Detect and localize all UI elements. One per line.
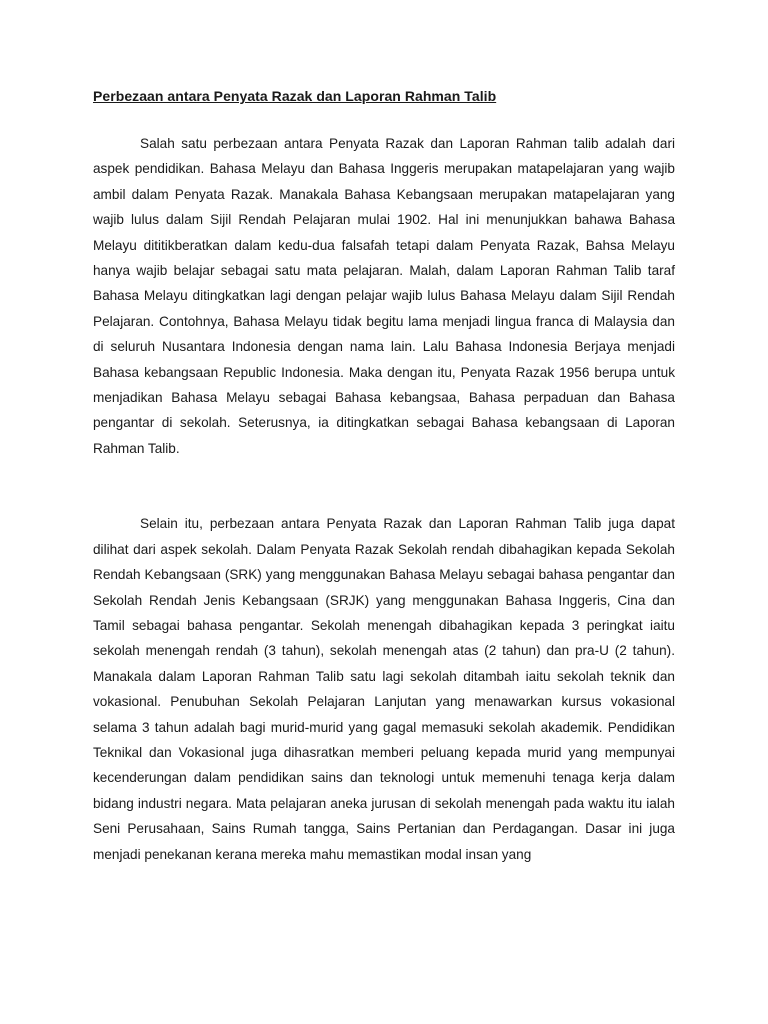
paragraph-aspek-sekolah: Selain itu, perbezaan antara Penyata Razak dan Laporan Rahman Talib juga dapat dilihat dari aspek sekolah. Dalam Penyata Razak Sekolah rendah dibahagikan kepada Sekolah Rendah Kebangsaan (SRK) yang menggunakan Bahasa Melayu sebagai bahasa pengantar dan Sekolah Rendah Jenis Kebangsaan (SRJK) yang menggunakan Bahasa Inggeris, Cina dan Tamil sebagai bahasa pengantar. Sekolah menengah dibahagikan kepada 3 peringkat iaitu sekolah menengah rendah (3 tahun), sekolah menengah atas (2 tahun) dan pra-U (2 tahun). Manakala dalam Laporan Rahman Talib satu lagi sekolah ditambah iaitu sekolah teknik dan vokasional. Penubuhan Sekolah Pelajaran Lanjutan yang menawarkan kursus vokasional selama 3 tahun adalah bagi murid-murid yang gagal memasuki sekolah akademik. Pendidikan Teknikal dan Vokasional juga dihasratkan memberi peluang kepada murid yang mempunyai kecenderungan dalam pendidikan sains dan teknologi untuk memenuhi tenaga kerja dalam bidang industri negara. Mata pelajaran aneka jurusan di sekolah menengah pada waktu itu ialah Seni Perusahaan, Sains Rumah tangga, Sains Pertanian dan Perdagangan. Dasar ini juga menjadi penekanan kerana mereka mahu memastikan modal insan yang (93, 516, 675, 862)
document-page (93, 86, 675, 867)
paragraph-aspek-pendidikan: Salah satu perbezaan antara Penyata Razak dan Laporan Rahman talib adalah dari aspek pendidikan. Bahasa Melayu dan Bahasa Inggeris merupakan matapelajaran yang wajib ambil dalam Penyata Razak. Manakala Bahasa Kebangsaan merupakan matapelajaran yang wajib lulus dalam Sijil Rendah Pelajaran mulai 1902. Hal ini menunjukkan bahawa Bahasa Melayu dititikberatkan dalam kedu-dua falsafah tetapi dalam Penyata Razak, Bahsa Melayu hanya wajib belajar sebagai satu mata pelajaran. Malah, dalam Laporan Rahman Talib taraf Bahasa Melayu ditingkatkan lagi dengan pelajar wajib lulus Bahasa Melayu dalam Sijil Rendah Pelajaran. Contohnya, Bahasa Melayu tidak begitu lama menjadi lingua franca di Malaysia dan di seluruh Nusantara Indonesia dengan nama lain. Lalu Bahasa Indonesia Berjaya menjadi Bahasa kebangsaan Republic Indonesia. Maka dengan itu, Penyata Razak 1956 berupa untuk menjadikan Bahasa Melayu sebagai Bahasa kebangsaa, Bahasa perpaduan dan Bahasa pengantar di sekolah. Seterusnya, ia ditingkatkan sebagai Bahasa kebangsaan di Laporan Rahman Talib. (93, 136, 675, 456)
paragraph-spacer (93, 461, 675, 511)
document-title: Perbezaan antara Penyata Razak dan Laporan Rahman Talib (93, 88, 497, 104)
